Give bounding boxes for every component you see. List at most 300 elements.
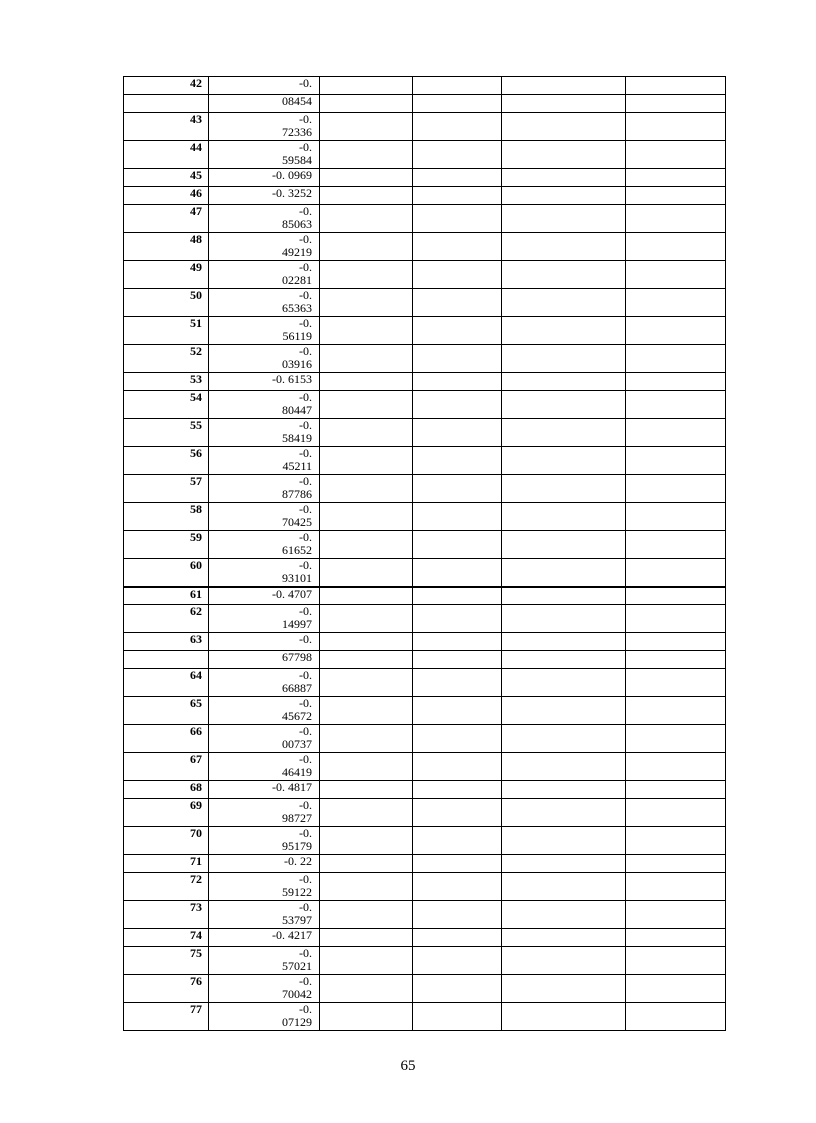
empty-cell — [413, 373, 502, 391]
table-row — [124, 651, 726, 669]
empty-cell — [502, 697, 626, 725]
table-row — [124, 391, 726, 419]
empty-cell — [320, 605, 413, 633]
row-id-cell: 65 — [124, 697, 209, 725]
empty-cell — [626, 447, 726, 475]
empty-cell — [413, 419, 502, 447]
empty-cell — [413, 587, 502, 605]
empty-cell — [320, 233, 413, 261]
value-line: 80447 — [282, 403, 312, 417]
empty-cell — [502, 187, 626, 205]
row-id-cell: 71 — [124, 855, 209, 873]
empty-cell — [413, 113, 502, 141]
value-line: 87786 — [282, 487, 312, 501]
value-line: -0. — [299, 140, 312, 154]
value-line: -0. — [299, 668, 312, 682]
value-line: -0. — [299, 558, 312, 572]
value-line: -0. — [299, 390, 312, 404]
empty-cell — [502, 1003, 626, 1031]
row-id-cell: 69 — [124, 799, 209, 827]
row-id-cell: 56 — [124, 447, 209, 475]
value-line: -0. — [299, 826, 312, 840]
row-id-cell — [124, 651, 209, 669]
row-id-cell: 73 — [124, 901, 209, 929]
value-line: 07129 — [282, 1015, 312, 1029]
table-row — [124, 559, 726, 587]
empty-cell — [413, 799, 502, 827]
value-line: 98727 — [282, 811, 312, 825]
value-line: -0. 3252 — [272, 186, 312, 200]
value-line: 66887 — [282, 681, 312, 695]
empty-cell — [320, 187, 413, 205]
empty-cell — [626, 929, 726, 947]
empty-cell — [502, 289, 626, 317]
empty-cell — [626, 187, 726, 205]
empty-cell — [413, 77, 502, 95]
empty-cell — [502, 113, 626, 141]
empty-cell — [413, 605, 502, 633]
empty-cell — [502, 373, 626, 391]
empty-cell — [502, 345, 626, 373]
empty-cell — [626, 753, 726, 781]
empty-cell — [320, 531, 413, 559]
empty-cell — [626, 669, 726, 697]
empty-cell — [502, 261, 626, 289]
value-line: 93101 — [282, 571, 312, 585]
empty-cell — [413, 95, 502, 113]
value-cell — [209, 233, 320, 261]
empty-cell — [502, 901, 626, 929]
row-id-cell: 68 — [124, 781, 209, 799]
value-line: -0. 4217 — [272, 928, 312, 942]
empty-cell — [320, 113, 413, 141]
row-id-cell: 59 — [124, 531, 209, 559]
value-cell — [209, 187, 320, 205]
empty-cell — [320, 345, 413, 373]
empty-cell — [320, 799, 413, 827]
empty-cell — [413, 947, 502, 975]
value-cell — [209, 781, 320, 799]
row-id-cell: 77 — [124, 1003, 209, 1031]
table-row — [124, 827, 726, 855]
empty-cell — [413, 447, 502, 475]
empty-cell — [626, 141, 726, 169]
row-id-cell: 57 — [124, 475, 209, 503]
value-line: -0. — [299, 204, 312, 218]
value-cell — [209, 289, 320, 317]
value-line: -0. — [299, 76, 312, 90]
empty-cell — [320, 141, 413, 169]
row-id-cell: 42 — [124, 77, 209, 95]
table-row — [124, 475, 726, 503]
empty-cell — [320, 855, 413, 873]
empty-cell — [626, 855, 726, 873]
value-line: -0. — [299, 974, 312, 988]
empty-cell — [320, 975, 413, 1003]
empty-cell — [413, 669, 502, 697]
empty-cell — [626, 345, 726, 373]
table-row — [124, 289, 726, 317]
row-id-cell: 76 — [124, 975, 209, 1003]
row-id-cell: 53 — [124, 373, 209, 391]
empty-cell — [502, 503, 626, 531]
value-cell — [209, 669, 320, 697]
value-line: -0. — [299, 474, 312, 488]
table-row — [124, 205, 726, 233]
value-line: -0. — [299, 232, 312, 246]
empty-cell — [320, 587, 413, 605]
empty-cell — [626, 697, 726, 725]
row-id-cell: 72 — [124, 873, 209, 901]
table-body — [124, 77, 726, 1031]
empty-cell — [320, 391, 413, 419]
empty-cell — [320, 873, 413, 901]
empty-cell — [626, 799, 726, 827]
empty-cell — [413, 753, 502, 781]
row-id-cell: 50 — [124, 289, 209, 317]
value-cell — [209, 605, 320, 633]
empty-cell — [320, 725, 413, 753]
empty-cell — [320, 947, 413, 975]
value-cell — [209, 531, 320, 559]
empty-cell — [413, 559, 502, 587]
empty-cell — [502, 799, 626, 827]
empty-cell — [626, 373, 726, 391]
table-row — [124, 95, 726, 113]
value-cell — [209, 261, 320, 289]
empty-cell — [626, 317, 726, 345]
table-row — [124, 169, 726, 187]
value-cell — [209, 697, 320, 725]
value-cell — [209, 799, 320, 827]
empty-cell — [502, 141, 626, 169]
row-id-cell: 46 — [124, 187, 209, 205]
empty-cell — [320, 475, 413, 503]
data-table — [123, 76, 726, 1031]
empty-cell — [626, 531, 726, 559]
row-id-cell: 54 — [124, 391, 209, 419]
row-id-cell: 44 — [124, 141, 209, 169]
empty-cell — [502, 531, 626, 559]
empty-cell — [626, 873, 726, 901]
empty-cell — [413, 531, 502, 559]
empty-cell — [320, 669, 413, 697]
empty-cell — [502, 781, 626, 799]
empty-cell — [320, 633, 413, 651]
empty-cell — [626, 475, 726, 503]
value-cell — [209, 929, 320, 947]
empty-cell — [413, 1003, 502, 1031]
value-line: -0. — [299, 112, 312, 126]
table-row — [124, 187, 726, 205]
table-row — [124, 901, 726, 929]
empty-cell — [320, 289, 413, 317]
value-cell — [209, 419, 320, 447]
value-cell — [209, 503, 320, 531]
empty-cell — [502, 317, 626, 345]
empty-cell — [626, 233, 726, 261]
empty-cell — [413, 901, 502, 929]
table-row — [124, 419, 726, 447]
empty-cell — [413, 391, 502, 419]
value-line: 53797 — [282, 913, 312, 927]
empty-cell — [320, 205, 413, 233]
value-cell — [209, 753, 320, 781]
value-line: -0. — [299, 900, 312, 914]
empty-cell — [413, 929, 502, 947]
empty-cell — [502, 233, 626, 261]
value-line: 70042 — [282, 987, 312, 1001]
empty-cell — [320, 781, 413, 799]
value-line: 57021 — [282, 959, 312, 973]
table-row — [124, 633, 726, 651]
empty-cell — [502, 929, 626, 947]
value-line: -0. — [299, 316, 312, 330]
empty-cell — [413, 233, 502, 261]
value-line: -0. — [299, 260, 312, 274]
table-row — [124, 1003, 726, 1031]
value-line: 14997 — [282, 617, 312, 631]
empty-cell — [320, 503, 413, 531]
value-cell — [209, 317, 320, 345]
table-row — [124, 799, 726, 827]
value-cell — [209, 559, 320, 587]
value-line: 65363 — [282, 301, 312, 315]
value-line: 61652 — [282, 543, 312, 557]
empty-cell — [626, 261, 726, 289]
table-row — [124, 947, 726, 975]
value-cell — [209, 1003, 320, 1031]
value-line: 00737 — [282, 737, 312, 751]
empty-cell — [502, 205, 626, 233]
value-cell — [209, 947, 320, 975]
table-row — [124, 261, 726, 289]
empty-cell — [502, 633, 626, 651]
empty-cell — [413, 873, 502, 901]
value-line: 59584 — [282, 153, 312, 167]
value-line: -0. — [299, 696, 312, 710]
empty-cell — [320, 651, 413, 669]
value-line: 59122 — [282, 885, 312, 899]
table-row — [124, 113, 726, 141]
table-row — [124, 605, 726, 633]
empty-cell — [502, 475, 626, 503]
empty-cell — [320, 1003, 413, 1031]
empty-cell — [502, 855, 626, 873]
table-row — [124, 373, 726, 391]
value-line: -0. — [299, 288, 312, 302]
row-id-cell: 61 — [124, 587, 209, 605]
value-cell — [209, 391, 320, 419]
value-line: -0. — [299, 798, 312, 812]
empty-cell — [502, 77, 626, 95]
value-line: 49219 — [282, 245, 312, 259]
empty-cell — [626, 95, 726, 113]
value-line: 72336 — [282, 125, 312, 139]
empty-cell — [502, 651, 626, 669]
value-line: 45672 — [282, 709, 312, 723]
empty-cell — [502, 827, 626, 855]
empty-cell — [626, 205, 726, 233]
table-row — [124, 975, 726, 1003]
empty-cell — [626, 77, 726, 95]
empty-cell — [320, 929, 413, 947]
row-id-cell: 67 — [124, 753, 209, 781]
empty-cell — [502, 95, 626, 113]
row-id-cell: 47 — [124, 205, 209, 233]
table-row — [124, 725, 726, 753]
value-cell — [209, 587, 320, 605]
value-cell — [209, 169, 320, 187]
empty-cell — [502, 975, 626, 1003]
table-row — [124, 141, 726, 169]
value-line: -0. — [299, 724, 312, 738]
empty-cell — [320, 827, 413, 855]
row-id-cell: 45 — [124, 169, 209, 187]
empty-cell — [320, 419, 413, 447]
empty-cell — [413, 475, 502, 503]
empty-cell — [626, 503, 726, 531]
table-row — [124, 697, 726, 725]
empty-cell — [413, 503, 502, 531]
table-row — [124, 669, 726, 697]
empty-cell — [626, 419, 726, 447]
empty-cell — [626, 289, 726, 317]
empty-cell — [320, 261, 413, 289]
table-row — [124, 753, 726, 781]
table-row — [124, 447, 726, 475]
row-id-cell: 62 — [124, 605, 209, 633]
row-id-cell: 75 — [124, 947, 209, 975]
value-line: -0. — [299, 946, 312, 960]
value-line: -0. 4817 — [272, 780, 312, 794]
empty-cell — [502, 753, 626, 781]
value-line: 56119 — [282, 329, 312, 343]
empty-cell — [626, 559, 726, 587]
empty-cell — [413, 855, 502, 873]
row-id-cell: 52 — [124, 345, 209, 373]
value-cell — [209, 901, 320, 929]
empty-cell — [413, 651, 502, 669]
empty-cell — [320, 559, 413, 587]
empty-cell — [502, 947, 626, 975]
value-cell — [209, 725, 320, 753]
empty-cell — [626, 781, 726, 799]
table-row — [124, 345, 726, 373]
row-id-cell: 63 — [124, 633, 209, 651]
table-row — [124, 873, 726, 901]
row-id-cell: 70 — [124, 827, 209, 855]
value-cell — [209, 113, 320, 141]
empty-cell — [626, 725, 726, 753]
empty-cell — [502, 559, 626, 587]
empty-cell — [413, 975, 502, 1003]
row-id-cell: 74 — [124, 929, 209, 947]
empty-cell — [502, 447, 626, 475]
empty-cell — [413, 141, 502, 169]
value-line: 46419 — [282, 765, 312, 779]
value-cell — [209, 855, 320, 873]
row-id-cell: 66 — [124, 725, 209, 753]
empty-cell — [413, 205, 502, 233]
empty-cell — [320, 373, 413, 391]
empty-cell — [413, 697, 502, 725]
empty-cell — [626, 901, 726, 929]
value-cell — [209, 447, 320, 475]
empty-cell — [626, 975, 726, 1003]
value-line: 58419 — [282, 431, 312, 445]
table-row — [124, 503, 726, 531]
value-cell — [209, 975, 320, 1003]
value-cell — [209, 77, 320, 95]
empty-cell — [413, 187, 502, 205]
empty-cell — [502, 587, 626, 605]
value-line: 45211 — [282, 459, 312, 473]
table-row — [124, 77, 726, 95]
page-number: 65 — [400, 1058, 416, 1074]
value-line: 67798 — [282, 650, 312, 664]
empty-cell — [502, 725, 626, 753]
empty-cell — [502, 873, 626, 901]
value-line: 85063 — [282, 217, 312, 231]
empty-cell — [320, 697, 413, 725]
empty-cell — [502, 605, 626, 633]
empty-cell — [626, 1003, 726, 1031]
empty-cell — [413, 633, 502, 651]
empty-cell — [626, 391, 726, 419]
empty-cell — [502, 669, 626, 697]
value-line: -0. — [299, 446, 312, 460]
empty-cell — [502, 169, 626, 187]
table-row — [124, 233, 726, 261]
empty-cell — [413, 827, 502, 855]
value-cell — [209, 205, 320, 233]
row-id-cell: 49 — [124, 261, 209, 289]
value-line: -0. — [299, 752, 312, 766]
value-line: -0. 0969 — [272, 168, 312, 182]
value-line: 70425 — [282, 515, 312, 529]
empty-cell — [320, 77, 413, 95]
value-cell — [209, 475, 320, 503]
value-line: 02281 — [282, 273, 312, 287]
empty-cell — [626, 587, 726, 605]
empty-cell — [626, 947, 726, 975]
empty-cell — [413, 781, 502, 799]
table-row — [124, 855, 726, 873]
empty-cell — [320, 447, 413, 475]
empty-cell — [320, 317, 413, 345]
empty-cell — [626, 605, 726, 633]
value-line: -0. — [299, 418, 312, 432]
value-cell — [209, 95, 320, 113]
empty-cell — [320, 95, 413, 113]
row-id-cell: 58 — [124, 503, 209, 531]
empty-cell — [320, 901, 413, 929]
empty-cell — [413, 345, 502, 373]
value-line: -0. — [299, 632, 312, 646]
empty-cell — [413, 725, 502, 753]
empty-cell — [502, 419, 626, 447]
table-row — [124, 781, 726, 799]
value-line: -0. — [299, 530, 312, 544]
empty-cell — [626, 651, 726, 669]
row-id-cell: 43 — [124, 113, 209, 141]
row-id-cell: 48 — [124, 233, 209, 261]
value-line: -0. — [299, 1002, 312, 1016]
empty-cell — [413, 261, 502, 289]
value-cell — [209, 345, 320, 373]
row-id-cell: 55 — [124, 419, 209, 447]
